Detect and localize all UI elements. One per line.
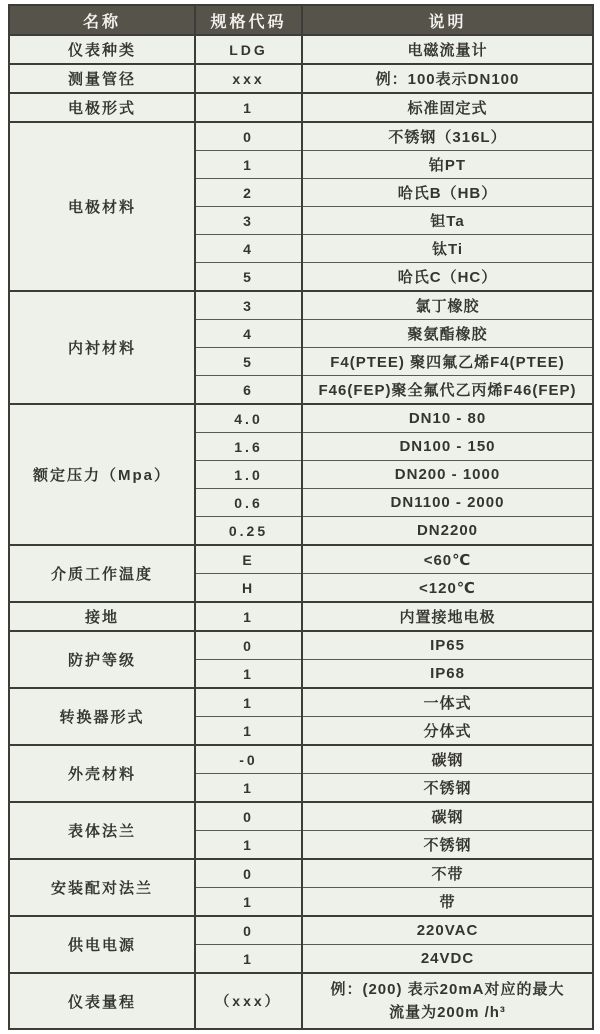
group-name-cell: 电极形式 [9,93,195,122]
desc-cell: DN100 - 150 [302,433,593,461]
desc-cell: 哈氏B（HB） [302,179,593,207]
desc-cell: 钛Ti [302,235,593,263]
group-name-cell: 介质工作温度 [9,545,195,602]
group-name-cell: 额定压力（Mpa） [9,404,195,545]
code-cell: 1.0 [195,461,302,489]
group-name-cell: 电极材料 [9,122,195,291]
code-cell: 1 [195,93,302,122]
group-name-cell: 防护等级 [9,631,195,688]
code-cell: 0 [195,916,302,945]
code-cell: 0.25 [195,517,302,546]
table-row [9,973,593,1029]
desc-cell: IP68 [302,660,593,689]
group-name-cell: 表体法兰 [9,802,195,859]
code-cell: 1 [195,945,302,974]
code-cell: 4 [195,235,302,263]
desc-cell: DN10 - 80 [302,404,593,433]
code-cell: 3 [195,207,302,235]
group-name-cell: 内衬材料 [9,291,195,404]
code-cell: 3 [195,291,302,320]
desc-cell [302,973,593,1029]
group-name-cell: 接地 [9,602,195,631]
table-row [9,745,593,774]
code-cell: 4.0 [195,404,302,433]
desc-cell: 分体式 [302,717,593,746]
group-name-cell: 外壳材料 [9,745,195,802]
desc-cell: 不带 [302,859,593,888]
code-cell: 1.6 [195,433,302,461]
desc-cell: DN1100 - 2000 [302,489,593,517]
desc-cell: 24VDC [302,945,593,974]
code-cell: 1 [195,888,302,917]
table-row [9,631,593,660]
table-row [9,802,593,831]
code-cell: -0 [195,745,302,774]
group-name-cell: 测量管径 [9,64,195,93]
code-cell: 1 [195,831,302,860]
code-cell: 0.6 [195,489,302,517]
code-cell: xxx [195,64,302,93]
desc-cell: 铂PT [302,151,593,179]
table-row [9,35,593,64]
group-name-cell: 供电电源 [9,916,195,973]
code-cell: 0 [195,631,302,660]
desc-cell: 例：100表示DN100 [302,64,593,93]
code-cell: 2 [195,179,302,207]
table-row [9,291,593,320]
table-row [9,545,593,574]
table-row [9,93,593,122]
desc-cell: <120℃ [302,574,593,603]
desc-cell: 碳钢 [302,802,593,831]
desc-cell: 不锈钢 [302,831,593,860]
desc-cell: 聚氨酯橡胶 [302,320,593,348]
desc-cell: 带 [302,888,593,917]
desc-cell: 一体式 [302,688,593,717]
code-cell: 5 [195,263,302,292]
code-cell: H [195,574,302,603]
table-row [9,602,593,631]
table-row [9,122,593,151]
group-name-cell: 仪表量程 [9,973,195,1029]
desc-cell: 标准固定式 [302,93,593,122]
code-cell: LDG [195,35,302,64]
code-cell: （xxx） [195,973,302,1029]
desc-line-2: 流量为200m /h³ [389,1004,506,1021]
desc-cell: 电磁流量计 [302,35,593,64]
table-row [9,859,593,888]
desc-cell: 220VAC [302,916,593,945]
group-name-cell: 安装配对法兰 [9,859,195,916]
code-cell: 4 [195,320,302,348]
code-cell: 5 [195,348,302,376]
column-header-desc: 说明 [302,5,593,35]
column-header-name: 名称 [9,5,195,35]
column-header-code: 规格代码 [195,5,302,35]
code-cell: 1 [195,774,302,803]
code-cell: E [195,545,302,574]
desc-cell: DN2200 [302,517,593,546]
table-row [9,916,593,945]
table-row [9,688,593,717]
desc-cell: 氯丁橡胶 [302,291,593,320]
group-name-cell: 仪表种类 [9,35,195,64]
desc-cell: 钽Ta [302,207,593,235]
code-cell: 1 [195,660,302,689]
code-cell: 6 [195,376,302,405]
desc-cell: F46(FEP)聚全氟代乙丙烯F46(FEP) [302,376,593,405]
table-row [9,404,593,433]
desc-line-1: 例：(200) 表示20mA对应的最大 [330,981,565,998]
desc-cell: 碳钢 [302,745,593,774]
desc-cell: 哈氏C（HC） [302,263,593,292]
code-cell: 1 [195,688,302,717]
desc-cell: F4(PTEE) 聚四氟乙烯F4(PTEE) [302,348,593,376]
code-cell: 0 [195,802,302,831]
group-name-cell: 转换器形式 [9,688,195,745]
desc-cell: IP65 [302,631,593,660]
code-cell: 1 [195,717,302,746]
desc-cell: 不锈钢 [302,774,593,803]
desc-cell: 内置接地电极 [302,602,593,631]
table-row [9,64,593,93]
header-row [9,5,593,35]
code-cell: 0 [195,859,302,888]
code-cell: 0 [195,122,302,151]
desc-cell: 不锈钢（316L） [302,122,593,151]
spec-table [8,4,594,1030]
desc-cell: DN200 - 1000 [302,461,593,489]
code-cell: 1 [195,151,302,179]
desc-cell: <60℃ [302,545,593,574]
code-cell: 1 [195,602,302,631]
